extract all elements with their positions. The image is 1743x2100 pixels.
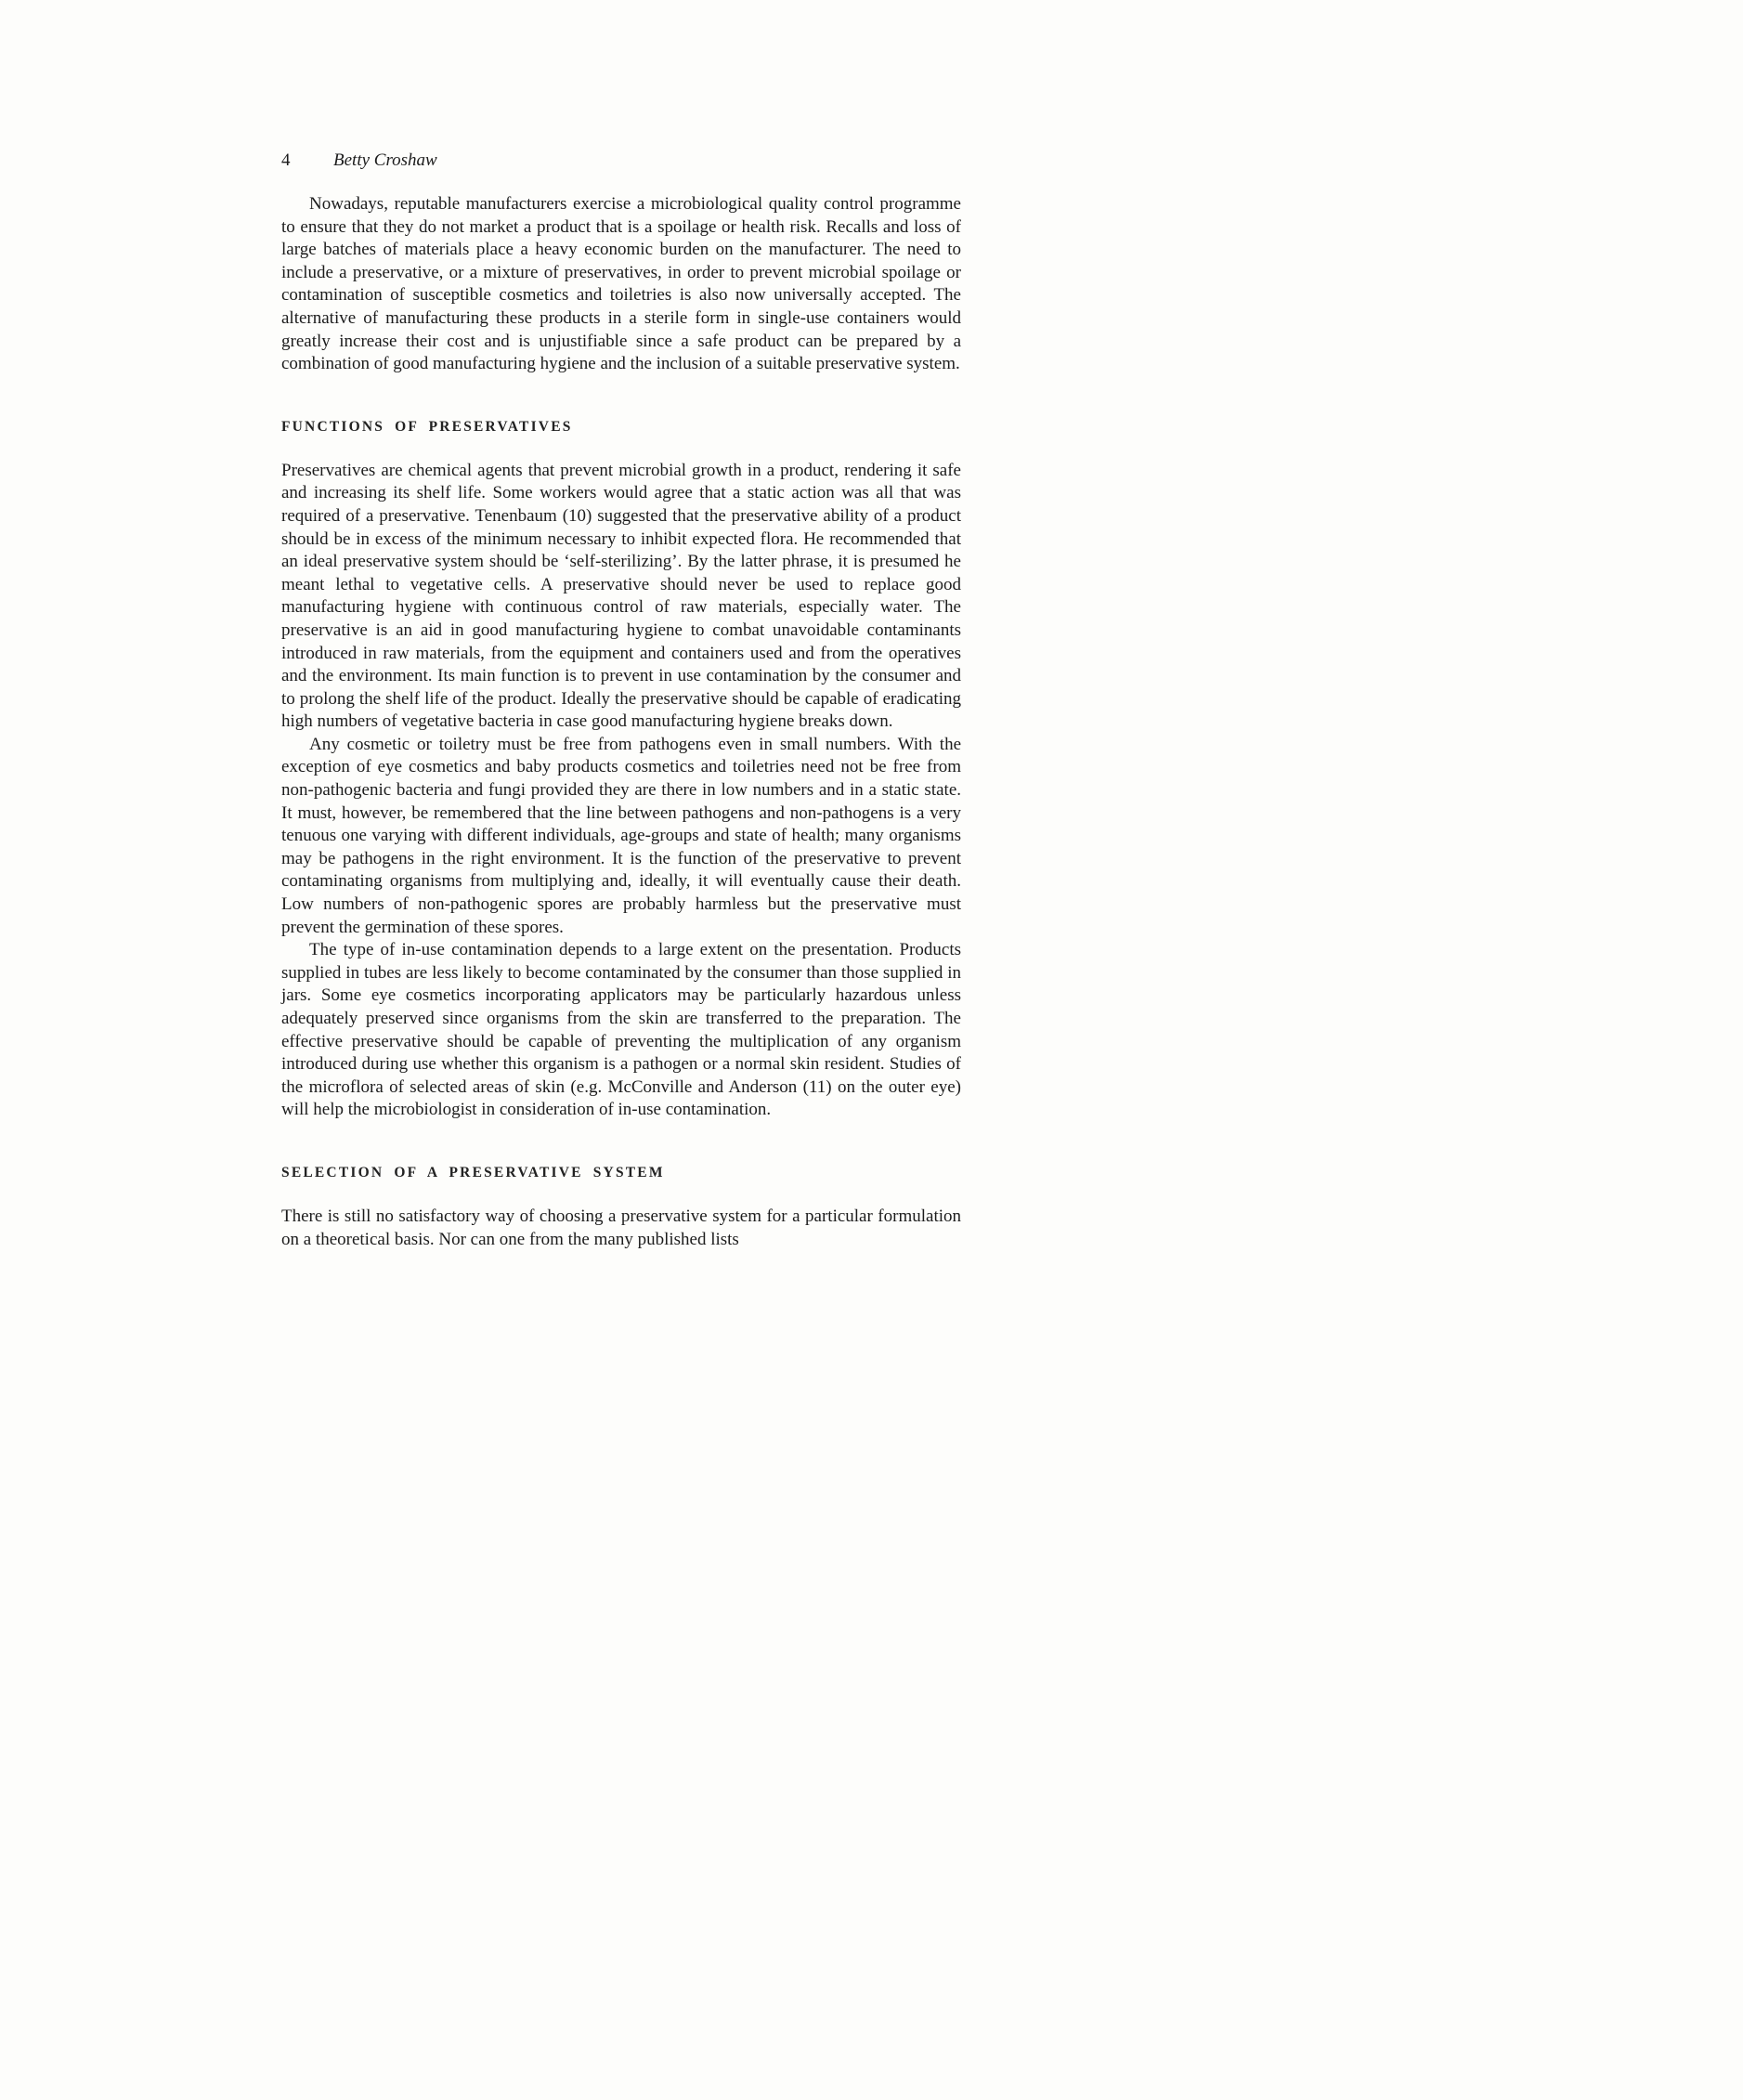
text-column bbox=[281, 150, 961, 1251]
body-paragraph: Any cosmetic or toiletry must be free from pathogens even in small numbers. With the exception of eye cosmetics and baby products cosmetics and toiletries need not be free from non-pathogenic bacteria and fungi provided they are there in low numbers and in a static state. It must, however, be remembered that the line between pathogens and non-pathogens is a very tenuous one varying with different individuals, age-groups and state of health; many organisms may be pathogens in the right environment. It is the function of the preservative to prevent contaminating organisms from multiplying and, ideally, it will eventually cause their death. Low numbers of non-pathogenic spores are probably harmless but the preservative must prevent the germination of these spores. bbox=[281, 734, 961, 937]
running-header-author: Betty Croshaw bbox=[333, 150, 437, 170]
section-heading-functions-of-preservatives: FUNCTIONS OF PRESERVATIVES bbox=[281, 418, 573, 435]
page-number: 4 bbox=[281, 150, 291, 170]
body-paragraph: The type of in-use contamination depends to a large extent on the presentation. Products supplied in tubes are less likely to become contaminated by the consumer than those supplied in jars. Some eye cosmetics incorporating applicators may be particularly hazardous unless adequately preserved since organisms from the skin are transferred to the preparation. The effective preservative should be capable of preventing the multiplication of any organism introduced during use whether this organism is a pathogen or a normal skin resident. Studies of the microflora of selected areas of skin (e.g. McConville and Anderson (11) on the outer eye) will help the microbiologist in consideration of in-use contamination. bbox=[281, 940, 961, 1120]
body-paragraph: Preservatives are chemical agents that prevent microbial growth in a product, rendering it safe and increasing its shelf life. Some workers would agree that a static action was all that was required of a preservative. Tenenbaum (10) suggested that the preservative ability of a product should be in excess of the minimum necessary to inhibit expected flora. He recommended that an ideal preservative system should be ‘self-sterilizing’. By the latter phrase, it is presumed he meant lethal to vegetative cells. A preservative should never be used to replace good manufacturing hygiene with continuous control of raw materials, especially water. The preservative is an aid in good manufacturing hygiene to combat unavoidable contaminants introduced in raw materials, from the equipment and containers used and from the operatives and the environment. Its main function is to prevent in use contamination by the consumer and to prolong the shelf life of the product. Ideally the preservative should be capable of eradicating high numbers of vegetative bacteria in case good manufacturing hygiene breaks down. bbox=[281, 460, 961, 732]
running-header bbox=[281, 150, 961, 171]
body-paragraph: There is still no satisfactory way of choosing a preservative system for a particular formulation on a theoretical basis. Nor can one from the many published lists bbox=[281, 1206, 961, 1249]
intro-paragraph: Nowadays, reputable manufacturers exercise a microbiological quality control programme to ensure that they do not market a product that is a spoilage or health risk. Recalls and loss of large batches of materials place a heavy economic burden on the manufacturer. The need to include a preservative, or a mixture of preservatives, in order to prevent microbial spoilage or contamination of susceptible cosmetics and toiletries is also now universally accepted. The alternative of manufacturing these products in a sterile form in single-use containers would greatly increase their cost and is unjustifiable since a safe product can be prepared by a combination of good manufacturing hygiene and the inclusion of a suitable preservative system. bbox=[281, 194, 961, 374]
section-heading-selection-of-a-preservative-system: SELECTION OF A PRESERVATIVE SYSTEM bbox=[281, 1164, 665, 1180]
